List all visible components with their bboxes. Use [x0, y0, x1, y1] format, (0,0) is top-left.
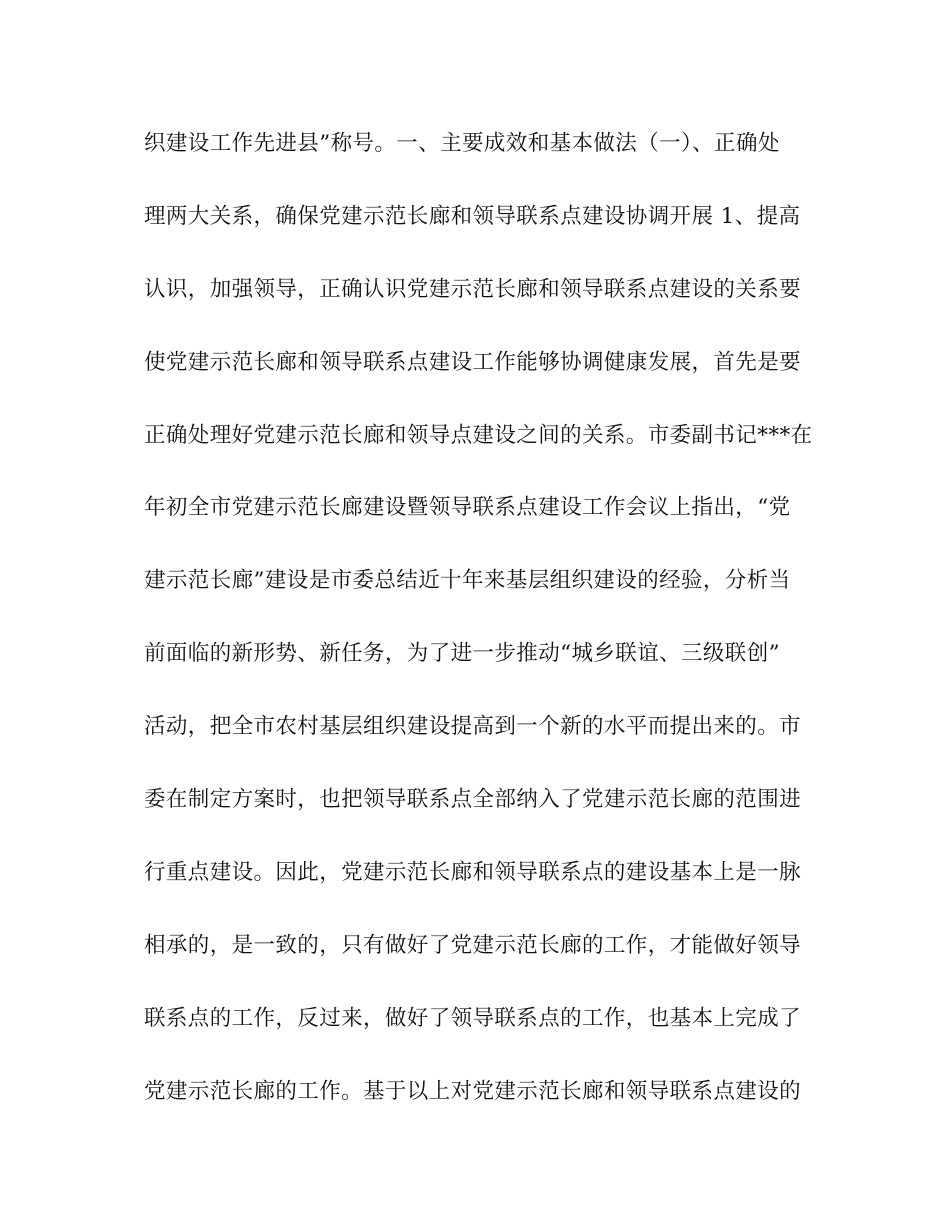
- text-line-14: 党建示范长廊的工作。基于以上对党建示范长廊和领导联系点建设的: [144, 1078, 802, 1104]
- body-text: [144, 126, 814, 1146]
- text-line-5: 正确处理好党建示范长廊和领导点建设之间的关系。市委副书记***在: [144, 422, 813, 448]
- text-line-2: 理两大关系，确保党建示范长廊和领导联系点建设协调开展 1、提高: [144, 203, 801, 229]
- text-line-9: 活动，把全市农村基层组织建设提高到一个新的水平而提出来的。市: [144, 714, 802, 740]
- text-line-4: 使党建示范长廊和领导联系点建设工作能够协调健康发展，首先是要: [144, 349, 802, 375]
- text-line-8: 前面临的新形势、新任务，为了进一步推动“城乡联谊、三级联创”: [144, 641, 780, 667]
- text-line-7: 建示范长廊”建设是市委总结近十年来基层组织建设的经验，分析当: [144, 568, 791, 594]
- text-line-12: 相承的，是一致的，只有做好了党建示范长廊的工作，才能做好领导: [144, 932, 802, 958]
- text-line-13: 联系点的工作，反过来，做好了领导联系点的工作，也基本上完成了: [144, 1005, 802, 1031]
- text-line-6: 年初全市党建示范长廊建设暨领导联系点建设工作会议上指出，“党: [144, 495, 791, 521]
- text-line-1: 织建设工作先进县”称号。一、主要成效和基本做法（一）、正确处: [144, 131, 780, 156]
- text-line-10: 委在制定方案时，也把领导联系点全部纳入了党建示范长廊的范围进: [144, 787, 802, 813]
- text-line-3: 认识，加强领导，正确认识党建示范长廊和领导联系点建设的关系要: [144, 276, 802, 302]
- text-line-11: 行重点建设。因此，党建示范长廊和领导联系点的建设基本上是一脉: [144, 859, 802, 885]
